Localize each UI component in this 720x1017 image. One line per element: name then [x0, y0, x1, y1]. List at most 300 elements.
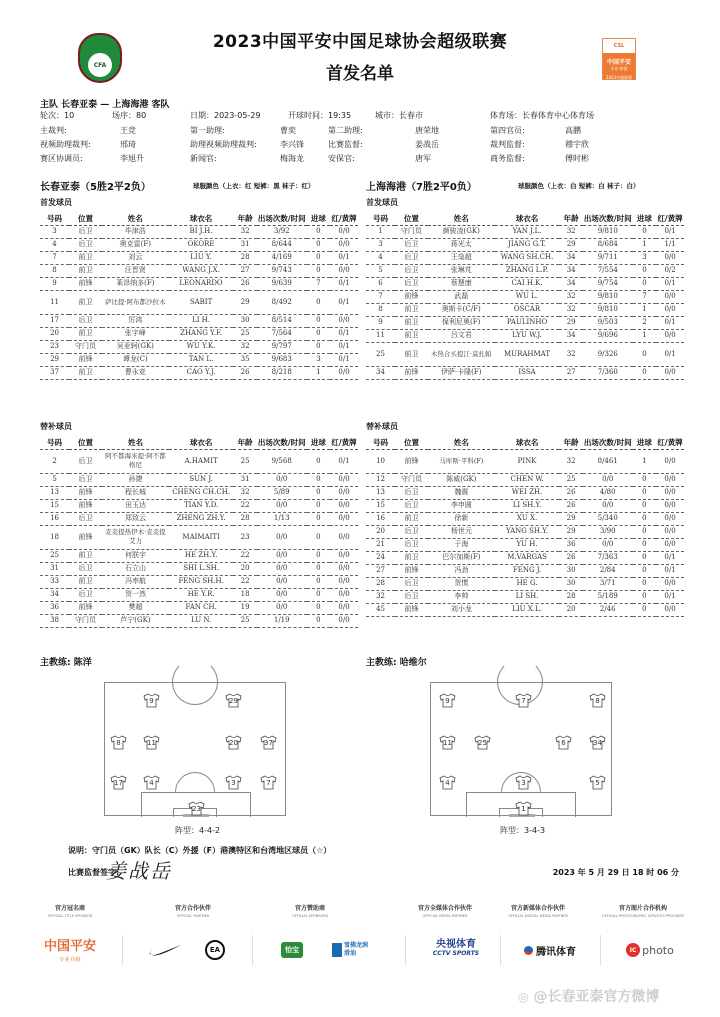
player-cell: 3/71: [583, 577, 633, 590]
column-header: 姓名: [428, 436, 495, 449]
away-starters-table: [366, 212, 684, 380]
player-cell: 0: [633, 538, 656, 551]
player-cell: 8: [366, 303, 395, 316]
player-cell: 冯率航: [102, 575, 169, 588]
player-cell: 7/564: [257, 327, 307, 340]
player-cell: 38: [40, 614, 69, 627]
player-cell: CHEN W.: [495, 473, 560, 486]
player-cell: WU Y.K.: [169, 340, 234, 353]
csl-logo: CSL 中国平安 专业·价值 2023中超联赛: [602, 38, 636, 80]
player-cell: 于海: [428, 538, 495, 551]
player-cell: 芦宁(GK): [102, 614, 169, 627]
player-shirt-icon: 25: [474, 735, 491, 750]
player-cell: 0: [307, 486, 330, 499]
player-cell: LI H.: [169, 314, 234, 327]
official-role: 裁判监督:: [490, 140, 525, 149]
player-shirt-icon: 11: [143, 735, 160, 750]
sponsor-category: 官方冠名商 OFFICIAL TITLE SPONSOR: [47, 905, 93, 918]
player-row: [366, 577, 684, 590]
player-row: [366, 342, 684, 366]
player-row: [40, 277, 358, 290]
player-cell: 28: [233, 512, 256, 525]
away-kit-colors: 球服颜色（上衣：白 短裤：白 袜子：白）: [518, 182, 640, 190]
player-cell: 吕文君: [428, 329, 495, 342]
official-name: 邢琦: [120, 140, 136, 149]
divider: [600, 935, 601, 965]
match-date: 日期：2023-05-29: [190, 111, 261, 120]
player-cell: 毕津浩: [102, 225, 169, 238]
player-cell: 前锋: [395, 290, 428, 303]
player-cell: 0: [307, 340, 330, 353]
player-row: [366, 366, 684, 379]
player-cell: SHI L.SH.: [169, 562, 233, 575]
official-name: 姜战岳: [415, 140, 439, 149]
player-cell: 34: [559, 264, 582, 277]
player-cell: 22: [233, 499, 256, 512]
player-cell: 0/0: [656, 366, 684, 379]
player-shirt-icon: 4: [143, 775, 160, 790]
player-cell: 45: [366, 603, 395, 616]
column-header: 年龄: [559, 436, 582, 449]
player-row: [40, 562, 358, 575]
player-cell: 8/492: [257, 290, 307, 314]
player-cell: 37: [40, 366, 69, 379]
player-row: [40, 473, 358, 486]
player-row: [366, 538, 684, 551]
player-cell: 27: [559, 366, 582, 379]
player-cell: 32: [233, 340, 256, 353]
player-cell: 0/0: [330, 499, 358, 512]
column-header: 红/黄牌: [656, 436, 684, 449]
player-cell: 16: [366, 512, 395, 525]
player-row: [40, 290, 358, 314]
player-cell: 26: [559, 486, 582, 499]
player-cell: 前卫: [69, 264, 102, 277]
player-row: [366, 525, 684, 538]
weibo-icon: ◎: [518, 990, 529, 1004]
player-cell: 3/92: [257, 225, 307, 238]
player-cell: 0: [307, 238, 330, 251]
player-cell: 2: [633, 316, 656, 329]
player-cell: PINK: [495, 449, 560, 473]
player-row: [40, 264, 358, 277]
player-cell: 郑致云: [102, 512, 169, 525]
player-cell: 陈威(GK): [428, 473, 495, 486]
tencent-sports-logo: 腾讯体育: [520, 935, 580, 965]
column-header: 号码: [40, 212, 69, 225]
player-cell: 0/0: [257, 525, 307, 549]
player-cell: 32: [366, 590, 395, 603]
player-cell: FAN CH.: [169, 601, 233, 614]
player-cell: CAI H.K.: [495, 277, 560, 290]
official-name: 傅时彬: [565, 154, 589, 163]
player-cell: ZHANG Y.F.: [169, 327, 234, 340]
player-cell: 7/363: [583, 551, 633, 564]
player-cell: 前卫: [69, 575, 102, 588]
player-cell: 0/0: [257, 499, 307, 512]
player-cell: 1/19: [257, 614, 307, 627]
player-cell: 9/696: [583, 329, 633, 342]
player-cell: 贺惯: [428, 577, 495, 590]
player-cell: 27: [366, 564, 395, 577]
player-cell: 0/1: [330, 340, 358, 353]
player-cell: 后卫: [69, 225, 102, 238]
player-cell: 29: [559, 512, 582, 525]
player-cell: 21: [366, 538, 395, 551]
player-cell: 8/644: [257, 238, 307, 251]
player-cell: 0/0: [330, 512, 358, 525]
player-cell: 后卫: [69, 238, 102, 251]
player-cell: HE G.: [495, 577, 560, 590]
player-cell: 32: [559, 290, 582, 303]
player-shirt-icon: 9: [439, 693, 456, 708]
player-cell: 0/0: [656, 449, 684, 473]
divider: [122, 935, 123, 965]
player-row: [40, 238, 358, 251]
player-cell: 守门员: [395, 225, 428, 238]
player-cell: 0/0: [583, 499, 633, 512]
ea-sports-logo: EA: [200, 935, 230, 965]
player-cell: 32: [559, 303, 582, 316]
player-cell: 36: [40, 601, 69, 614]
player-cell: TIAN Y.D.: [169, 499, 233, 512]
player-cell: 5: [366, 264, 395, 277]
player-cell: 0/0: [656, 538, 684, 551]
away-subs-label: 替补球员: [366, 422, 398, 431]
column-header: 出场次数/时间: [257, 436, 307, 449]
player-cell: 7/360: [583, 366, 633, 379]
player-cell: 32: [233, 225, 256, 238]
player-cell: 25: [559, 473, 582, 486]
player-cell: 25: [233, 449, 256, 473]
player-cell: 石立山: [102, 562, 169, 575]
player-cell: JIANG G.T.: [495, 238, 560, 251]
player-cell: 前卫: [69, 251, 102, 264]
player-cell: 29: [233, 290, 256, 314]
signed-timestamp: 2023 年 5 月 29 日 18 时 06 分: [552, 868, 679, 877]
player-cell: 16: [40, 512, 69, 525]
page-title: 2023中国平安中国足球协会超级联赛: [212, 32, 508, 52]
player-cell: 0: [307, 588, 330, 601]
player-cell: 1: [366, 225, 395, 238]
player-cell: 22: [233, 575, 256, 588]
player-cell: 0/1: [656, 551, 684, 564]
player-cell: 9/683: [257, 353, 307, 366]
player-cell: 36: [559, 538, 582, 551]
player-cell: 后卫: [69, 588, 102, 601]
player-cell: WANG SH.CH.: [495, 251, 560, 264]
player-cell: 0/0: [330, 614, 358, 627]
player-row: [366, 551, 684, 564]
player-cell: 0/1: [330, 277, 358, 290]
player-cell: 0/0: [583, 538, 633, 551]
player-cell: 11: [40, 290, 69, 314]
column-header: 年龄: [233, 436, 256, 449]
player-cell: 32: [559, 225, 582, 238]
player-cell: 0/0: [656, 251, 684, 264]
away-formation-label: 阵型：3-4-3: [500, 826, 546, 835]
column-header: 红/黄牌: [330, 436, 358, 449]
player-cell: 2/84: [583, 564, 633, 577]
player-cell: 3: [40, 225, 69, 238]
player-cell: 武磊: [428, 290, 495, 303]
player-row: [366, 264, 684, 277]
official-name: 穆宇欣: [565, 140, 589, 149]
player-cell: 28: [233, 251, 256, 264]
player-cell: 7: [366, 290, 395, 303]
home-kit-colors: 球服颜色（上衣：红 短裤：黑 袜子：红）: [193, 182, 315, 190]
player-cell: 0: [633, 486, 656, 499]
home-coach: 主教练: 陈洋: [40, 658, 92, 668]
player-cell: 0: [307, 314, 330, 327]
player-shirt-icon: 29: [225, 693, 242, 708]
player-cell: 2/46: [583, 603, 633, 616]
player-cell: 7: [307, 277, 330, 290]
column-header: 红/黄牌: [330, 212, 358, 225]
player-row: [40, 614, 358, 627]
player-shirt-icon: 3: [225, 775, 242, 790]
player-cell: 后卫: [395, 264, 428, 277]
player-cell: 张琳芃: [428, 264, 495, 277]
pingan-logo: 中国平安 专业·价值: [43, 939, 96, 963]
official-role: 商务监督:: [490, 154, 525, 163]
player-cell: 0/0: [330, 473, 358, 486]
player-cell: 28: [559, 590, 582, 603]
player-cell: 前锋: [69, 486, 102, 499]
player-cell: 巴尔加斯(F): [428, 551, 495, 564]
player-cell: 1/13: [257, 512, 307, 525]
player-cell: 0: [307, 473, 330, 486]
player-cell: LIU X.L.: [495, 603, 560, 616]
player-cell: 4/80: [583, 486, 633, 499]
player-row: [40, 575, 358, 588]
player-cell: 0: [307, 264, 330, 277]
player-cell: OKORE: [169, 238, 234, 251]
player-cell: 23: [233, 525, 256, 549]
player-cell: 0/0: [257, 588, 307, 601]
player-cell: 25: [366, 342, 395, 366]
column-header: 进球: [307, 212, 330, 225]
weibo-watermark: ◎ @长春亚泰官方微博: [518, 989, 660, 1005]
player-row: [40, 449, 358, 473]
player-cell: 32: [559, 342, 582, 366]
player-cell: 0: [633, 473, 656, 486]
player-cell: LEONARDO: [169, 277, 234, 290]
player-cell: 杨世元: [428, 525, 495, 538]
chevron-logo: 雪佛龙润滑油: [330, 935, 370, 965]
player-cell: 0/1: [330, 290, 358, 314]
player-cell: 前锋: [69, 601, 102, 614]
divider: [252, 935, 253, 965]
player-cell: CHENG CH.CH.: [169, 486, 233, 499]
player-cell: 0: [633, 366, 656, 379]
player-cell: 前锋: [69, 353, 102, 366]
player-cell: 30: [559, 577, 582, 590]
player-cell: 8/514: [257, 314, 307, 327]
home-starters-label: 首发球员: [40, 198, 72, 207]
player-cell: 李帅: [428, 590, 495, 603]
player-cell: 吴亚轲(GK): [102, 340, 169, 353]
column-header: 号码: [366, 212, 395, 225]
official-role: 比赛监督:: [328, 140, 363, 149]
player-row: [366, 486, 684, 499]
away-coach: 主教练: 哈维尔: [366, 658, 427, 668]
player-row: [40, 525, 358, 549]
player-cell: 7: [40, 251, 69, 264]
column-header: 年龄: [559, 212, 582, 225]
player-shirt-icon: 34: [589, 735, 606, 750]
player-cell: 田玉达: [102, 499, 169, 512]
player-cell: XU X.: [495, 512, 560, 525]
player-cell: 奥克雷(F): [102, 238, 169, 251]
sponsor-category: 官方图片合作机构 OFFICIAL PHOTOGRAPHIC SERVICES PROVIDER: [602, 905, 684, 918]
kickoff-time: 开球时间：19:35: [288, 111, 352, 120]
player-cell: 马库斯·平科(F): [428, 449, 495, 473]
player-row: [40, 353, 358, 366]
player-cell: 0/1: [656, 225, 684, 238]
player-cell: 0/1: [656, 342, 684, 366]
away-team-title: 上海海港（7胜2平0负）: [366, 182, 477, 193]
player-cell: 0: [307, 614, 330, 627]
player-cell: 0/1: [330, 251, 358, 264]
divider: [500, 935, 501, 965]
player-cell: 0: [633, 277, 656, 290]
official-name: 唐军: [415, 154, 431, 163]
player-cell: 22: [233, 549, 256, 562]
player-cell: 5/89: [257, 486, 307, 499]
player-cell: 0: [633, 225, 656, 238]
player-cell: 9/754: [583, 277, 633, 290]
player-cell: 12: [366, 473, 395, 486]
player-cell: 3: [366, 238, 395, 251]
column-header: 球衣名: [169, 212, 234, 225]
player-shirt-icon: 7: [260, 775, 277, 790]
player-cell: 32: [233, 486, 256, 499]
supervisor-signature: 姜战岳: [106, 859, 172, 883]
official-role: 助理视频助理裁判:: [190, 140, 257, 149]
player-cell: 0/0: [330, 562, 358, 575]
player-cell: 莱昂纳多(F): [102, 277, 169, 290]
player-row: [366, 449, 684, 473]
player-cell: 9/326: [583, 342, 633, 366]
column-header: 红/黄牌: [656, 212, 684, 225]
player-cell: 程长城: [102, 486, 169, 499]
player-cell: 0/1: [330, 327, 358, 340]
player-shirt-icon: 8: [110, 735, 127, 750]
player-cell: 8/218: [257, 366, 307, 379]
player-cell: 0/0: [330, 601, 358, 614]
player-cell: 后卫: [395, 251, 428, 264]
player-cell: 0/0: [330, 588, 358, 601]
player-cell: 15: [40, 499, 69, 512]
column-header: 进球: [633, 212, 656, 225]
player-cell: 0: [307, 251, 330, 264]
player-cell: 后卫: [395, 538, 428, 551]
player-cell: 0/1: [656, 590, 684, 603]
home-subs-label: 替补球员: [40, 422, 72, 431]
player-cell: 29: [559, 238, 582, 251]
player-cell: 前锋: [69, 525, 102, 549]
player-row: [40, 486, 358, 499]
player-cell: 后卫: [395, 590, 428, 603]
player-cell: 31: [233, 238, 256, 251]
player-cell: CAO Y.J.: [169, 366, 234, 379]
center-circle: [172, 659, 218, 705]
player-cell: 前锋: [69, 277, 102, 290]
player-cell: 9/810: [583, 303, 633, 316]
player-cell: 前卫: [395, 342, 428, 366]
player-cell: 蒋光太: [428, 238, 495, 251]
player-cell: 9/568: [257, 449, 307, 473]
player-cell: 9/639: [257, 277, 307, 290]
column-header: 出场次数/时间: [257, 212, 307, 225]
player-cell: 2: [40, 449, 69, 473]
player-cell: 1: [307, 366, 330, 379]
official-role: 赛区协调员:: [40, 154, 83, 163]
city: 城市：长春市: [375, 111, 423, 120]
player-cell: MAIMAITI: [169, 525, 233, 549]
player-cell: 守门员: [69, 340, 102, 353]
signature-label: 比赛监督签字:: [68, 868, 120, 877]
player-cell: 0/0: [257, 549, 307, 562]
player-cell: 19: [233, 601, 256, 614]
column-header: 出场次数/时间: [583, 212, 633, 225]
player-cell: 0: [307, 499, 330, 512]
player-shirt-icon: 9: [143, 693, 160, 708]
player-cell: 0: [633, 499, 656, 512]
player-cell: LYU W.J.: [495, 329, 560, 342]
player-row: [40, 327, 358, 340]
player-cell: WEI ZH.: [495, 486, 560, 499]
player-row: [366, 238, 684, 251]
cbest-logo: 怡宝: [275, 935, 309, 965]
player-cell: 前卫: [395, 512, 428, 525]
home-formation-pitch: [104, 682, 286, 816]
player-cell: OSCAR: [495, 303, 560, 316]
player-cell: FENG SH.H.: [169, 575, 233, 588]
player-cell: 前锋: [395, 366, 428, 379]
player-cell: HE ZH.Y.: [169, 549, 233, 562]
player-cell: 徐新: [428, 512, 495, 525]
penalty-arc: [175, 772, 215, 792]
player-cell: 后卫: [395, 577, 428, 590]
column-header: 球衣名: [495, 436, 560, 449]
official-role: 新闻官:: [190, 154, 217, 163]
player-cell: ZHENG ZH.Y.: [169, 512, 233, 525]
player-cell: 0: [633, 564, 656, 577]
player-cell: 34: [366, 366, 395, 379]
cfa-logo: CFA: [78, 33, 122, 83]
player-cell: YANG SH.Y.: [495, 525, 560, 538]
player-cell: 0/1: [656, 277, 684, 290]
player-cell: 厉鸿: [102, 314, 169, 327]
player-cell: 13: [366, 486, 395, 499]
player-cell: 后卫: [69, 562, 102, 575]
player-cell: 后卫: [395, 277, 428, 290]
player-cell: 0/1: [656, 316, 684, 329]
player-cell: 34: [559, 329, 582, 342]
player-row: [366, 603, 684, 616]
player-row: [40, 601, 358, 614]
player-cell: 何朕宇: [102, 549, 169, 562]
player-cell: 张宇峰: [102, 327, 169, 340]
player-row: [40, 549, 358, 562]
player-cell: 前卫: [69, 366, 102, 379]
column-header: 球衣名: [169, 436, 233, 449]
player-cell: 15: [366, 499, 395, 512]
player-row: [366, 303, 684, 316]
player-cell: YAN J.L.: [495, 225, 560, 238]
